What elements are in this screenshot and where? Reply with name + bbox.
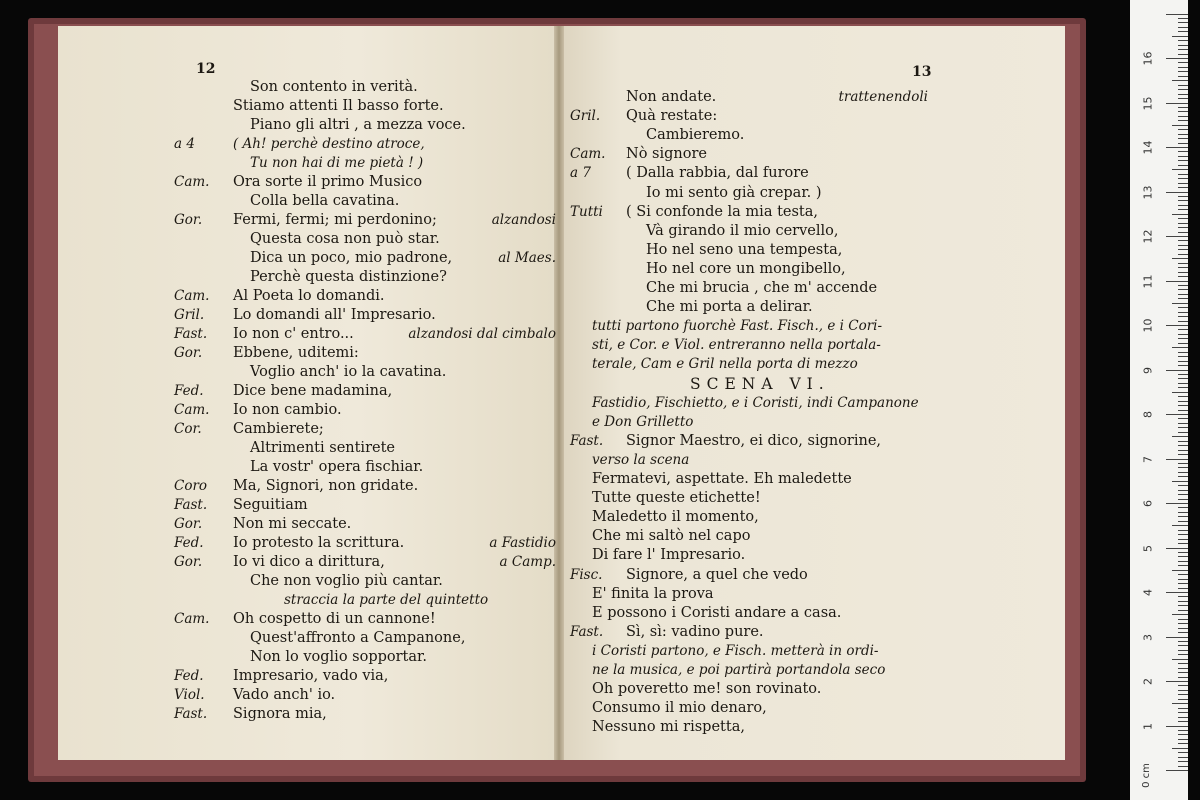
ruler-tick (1178, 174, 1188, 175)
verse-line: Altrimenti sentirete (250, 440, 395, 456)
verse-line: Son contento in verità. (250, 79, 418, 95)
ruler-tick (1178, 54, 1188, 55)
ruler-number: 13 (1141, 185, 1155, 199)
ruler-tick (1178, 645, 1188, 646)
ruler-tick (1178, 205, 1188, 206)
ruler-tick (1178, 499, 1188, 500)
right-page-number: 13 (912, 64, 932, 80)
verse-line: Tutte queste etichette! (592, 490, 761, 507)
ruler-tick (1172, 169, 1188, 170)
ruler-tick (1178, 454, 1188, 455)
stage-direction: alzandosi (491, 212, 556, 228)
ruler-tick (1172, 703, 1188, 704)
ruler-tick (1178, 668, 1188, 669)
ruler-tick (1166, 192, 1188, 193)
ruler-tick (1178, 111, 1188, 112)
ruler-tick (1178, 690, 1188, 691)
speaker-label: Cam. (174, 288, 210, 304)
ruler-tick (1178, 151, 1188, 152)
ruler-tick (1172, 525, 1188, 526)
ruler-tick (1178, 467, 1188, 468)
ruler-tick (1178, 766, 1188, 767)
ruler-tick (1166, 503, 1188, 504)
speaker-label: Tutti (570, 203, 603, 220)
left-page-number: 12 (196, 61, 216, 77)
ruler-tick (1178, 450, 1188, 451)
ruler-tick (1178, 628, 1188, 629)
verse-line: Non andate. (626, 89, 717, 105)
ruler-tick (1178, 574, 1188, 575)
ruler-tick (1178, 374, 1188, 375)
verse-line: Signore, a quel che vedo (626, 566, 808, 583)
verse-line: Maledetto il momento, (592, 509, 759, 526)
ruler-number: 9 (1141, 366, 1155, 374)
ruler-tick (1178, 134, 1188, 135)
ruler-tick (1178, 699, 1188, 700)
ruler-number: 4 (1141, 589, 1155, 596)
verse-line: Impresario, vado via, (233, 668, 389, 684)
ruler-tick (1178, 85, 1188, 86)
verse-line: Piano gli altri , a mezza voce. (250, 117, 466, 133)
ruler-tick (1178, 717, 1188, 718)
verse-line: Cambierete; (233, 421, 324, 437)
ruler-tick (1178, 40, 1188, 41)
ruler-tick (1178, 654, 1188, 655)
verse-line: Nessuno mi rispetta, (592, 719, 745, 736)
ruler-tick (1178, 721, 1188, 722)
ruler-tick (1178, 227, 1188, 228)
ruler-tick (1166, 58, 1188, 59)
verse-line: Ora sorte il primo Musico (233, 174, 423, 190)
verse-line: Al Poeta lo domandi. (233, 288, 385, 304)
ruler-tick (1178, 743, 1188, 744)
verse-line: E possono i Coristi andare a casa. (592, 604, 842, 621)
ruler-tick (1178, 294, 1188, 295)
ruler-tick (1178, 601, 1188, 602)
ruler-tick (1178, 187, 1188, 188)
stage-direction: al Maes. (498, 250, 556, 266)
ruler-tick (1178, 267, 1188, 268)
speaker-label: Fast. (570, 623, 604, 640)
ruler-tick (1178, 338, 1188, 339)
ruler-tick (1178, 441, 1188, 442)
speaker-label: Coro (174, 478, 208, 494)
ruler-tick (1178, 196, 1188, 197)
ruler-number: 16 (1141, 51, 1155, 66)
ruler-tick (1178, 650, 1188, 651)
ruler-tick (1172, 392, 1188, 393)
ruler-tick (1178, 116, 1188, 117)
ruler-tick (1172, 748, 1188, 749)
ruler-tick (1178, 516, 1188, 517)
speaker-label: Cam. (174, 402, 210, 418)
ruler-tick (1172, 80, 1188, 81)
verse-line: Ebbene, uditemi: (233, 345, 359, 361)
speaker-label: Fast. (570, 432, 604, 449)
verse-line: Lo domandi all' Impresario. (233, 307, 436, 323)
verse-line: Io protesto la scrittura. (233, 535, 405, 551)
verse-line: ( Si confonde la mia testa, (626, 203, 819, 220)
ruler-tick (1178, 107, 1188, 108)
verse-line: Non lo voglio sopportar. (250, 649, 427, 665)
ruler-tick (1178, 200, 1188, 201)
ruler-tick (1178, 254, 1188, 255)
ruler-tick (1178, 610, 1188, 611)
ruler-tick (1178, 94, 1188, 95)
ruler-tick (1178, 623, 1188, 624)
book-gutter (554, 26, 564, 760)
speaker-label: a 4 (174, 136, 195, 152)
ruler-number: 14 (1141, 140, 1155, 155)
ruler-tick (1166, 637, 1188, 638)
ruler-tick (1178, 138, 1188, 139)
verse-line: La vostr' opera fischiar. (250, 459, 424, 475)
ruler-number: 7 (1141, 455, 1155, 463)
ruler-tick (1178, 209, 1188, 210)
ruler-tick (1178, 445, 1188, 446)
verse-line: Questa cosa non può star. (250, 231, 440, 247)
verse-line: Seguitiam (233, 497, 308, 513)
speaker-label: Fast. (174, 706, 208, 722)
ruler-tick (1178, 343, 1188, 344)
ruler-tick (1172, 258, 1188, 259)
ruler-tick (1178, 405, 1188, 406)
ruler-tick (1178, 71, 1188, 72)
ruler-tick (1178, 708, 1188, 709)
verse-line: Perchè questa distinzione? (250, 269, 447, 285)
ruler-tick (1178, 418, 1188, 419)
verse-line: Ho nel seno una tempesta, (646, 241, 843, 258)
ruler-tick (1178, 165, 1188, 166)
ruler-tick (1178, 22, 1188, 23)
ruler-tick (1178, 240, 1188, 241)
ruler-tick (1178, 396, 1188, 397)
speaker-label: Gor. (174, 554, 203, 570)
ruler-tick (1166, 236, 1188, 237)
ruler-tick (1178, 361, 1188, 362)
ruler-tick (1178, 410, 1188, 411)
verse-line: Colla bella cavatina. (250, 193, 400, 209)
ruler-tick (1178, 485, 1188, 486)
ruler-tick (1166, 770, 1188, 771)
ruler-tick (1178, 263, 1188, 264)
ruler-tick (1178, 761, 1188, 762)
verse-line: Io non cambio. (233, 402, 342, 418)
verse-line: Dice bene madamina, (233, 383, 393, 399)
ruler-tick (1178, 178, 1188, 179)
ruler-tick (1178, 596, 1188, 597)
verse-line: Ho nel core un mongibello, (646, 260, 846, 277)
ruler-tick (1166, 14, 1188, 15)
ruler-tick (1172, 659, 1188, 660)
verse-line: Fermatevi, aspettate. Eh maledette (592, 471, 852, 487)
ruler-tick (1178, 183, 1188, 184)
verse-line: Ma, Signori, non gridate. (233, 478, 419, 494)
ruler-tick (1172, 436, 1188, 437)
ruler-number: 5 (1141, 544, 1155, 552)
ruler-tick (1178, 507, 1188, 508)
ruler-tick (1178, 423, 1188, 424)
ruler-tick (1178, 387, 1188, 388)
ruler-tick (1178, 472, 1188, 473)
verse-line: e Don Grilletto (592, 413, 694, 430)
ruler-tick (1178, 249, 1188, 250)
ruler-tick (1178, 329, 1188, 330)
verse-line: Oh poveretto me! son rovinato. (592, 681, 822, 698)
speaker-label: Fed. (174, 668, 204, 684)
verse-line: Consumo il mio denaro, (592, 700, 767, 717)
verse-line: Sì, sì: vadino pure. (626, 623, 764, 640)
ruler-tick (1178, 730, 1188, 731)
ruler-tick (1178, 378, 1188, 379)
ruler-tick (1178, 552, 1188, 553)
ruler-tick (1178, 694, 1188, 695)
verse-line: Dica un poco, mio padrone, (250, 250, 453, 266)
ruler-number: 1 (1141, 722, 1155, 730)
ruler-tick (1178, 120, 1188, 121)
ruler-tick (1178, 352, 1188, 353)
speaker-label: Gril. (174, 307, 205, 323)
ruler-tick (1172, 36, 1188, 37)
ruler-tick (1178, 383, 1188, 384)
ruler-tick (1178, 76, 1188, 77)
ruler-tick (1178, 588, 1188, 589)
ruler-tick (1178, 579, 1188, 580)
ruler-tick (1178, 31, 1188, 32)
ruler-tick (1178, 632, 1188, 633)
ruler-tick (1178, 223, 1188, 224)
speaker-label: Cor. (174, 421, 202, 437)
verse-line: Tu non hai di me pietà ! ) (250, 155, 424, 171)
ruler-tick (1172, 347, 1188, 348)
ruler-tick (1178, 312, 1188, 313)
ruler-tick (1178, 476, 1188, 477)
ruler-number: 3 (1141, 633, 1155, 641)
ruler-number: 10 (1141, 318, 1155, 333)
verse-line: Quest'affronto a Campanone, (250, 630, 466, 646)
ruler-tick (1172, 570, 1188, 571)
ruler-tick (1166, 726, 1188, 727)
ruler-tick (1178, 334, 1188, 335)
ruler-tick (1166, 103, 1188, 104)
ruler-tick (1178, 27, 1188, 28)
verse-line: terale, Cam e Gril nella porta di mezzo (592, 356, 858, 373)
ruler-tick (1178, 156, 1188, 157)
ruler-tick (1166, 592, 1188, 593)
ruler-tick (1178, 316, 1188, 317)
verse-line: Nò signore (626, 146, 707, 163)
ruler-tick (1178, 556, 1188, 557)
ruler-tick (1178, 685, 1188, 686)
ruler-number: 8 (1141, 411, 1155, 418)
stage-direction: alzandosi dal cimbalo (408, 326, 556, 342)
verse-line: Io mi sento già crepar. ) (646, 184, 822, 201)
ruler-tick (1178, 530, 1188, 531)
ruler-tick (1166, 147, 1188, 148)
speaker-label: Gril. (570, 108, 601, 125)
ruler-tick (1178, 521, 1188, 522)
ruler-tick (1172, 481, 1188, 482)
verse-line: Và girando il mio cervello, (646, 222, 839, 239)
ruler-tick (1178, 463, 1188, 464)
speaker-label: Fed. (174, 535, 204, 551)
ruler-tick (1166, 325, 1188, 326)
verse-line: Che non voglio più cantar. (250, 573, 443, 589)
speaker-label: Cam. (174, 611, 210, 627)
ruler-tick (1166, 414, 1188, 415)
ruler-tick (1166, 281, 1188, 282)
ruler-tick (1166, 548, 1188, 549)
ruler-tick (1178, 365, 1188, 366)
ruler-tick (1172, 214, 1188, 215)
verse-line: straccia la parte del quintetto (284, 592, 489, 608)
verse-line: Stiamo attenti Il basso forte. (233, 98, 444, 114)
speaker-label: Fisc. (570, 566, 603, 583)
ruler-tick (1178, 160, 1188, 161)
verse-line: E' finita la prova (592, 585, 714, 602)
ruler-tick (1178, 45, 1188, 46)
ruler-tick (1178, 494, 1188, 495)
verse-line: Io vi dico a dirittura, (233, 554, 385, 570)
ruler-tick (1178, 490, 1188, 491)
ruler-tick (1172, 125, 1188, 126)
ruler-tick (1178, 49, 1188, 50)
ruler-tick (1178, 89, 1188, 90)
verse-line: ( Ah! perchè destino atroce, (233, 136, 425, 152)
ruler-tick (1178, 62, 1188, 63)
stage-direction: a Camp. (499, 554, 556, 570)
verse-line: ( Dalla rabbia, dal furore (626, 165, 809, 182)
verse-line: Non mi seccate. (233, 516, 352, 532)
ruler-tick (1166, 681, 1188, 682)
stage-direction: a Fastidio (489, 535, 556, 551)
speaker-label: a 7 (570, 165, 591, 182)
measuring-ruler (1130, 0, 1188, 800)
speaker-label: Cam. (570, 146, 606, 163)
ruler-tick (1178, 565, 1188, 566)
ruler-tick (1178, 641, 1188, 642)
speaker-label: Gor. (174, 212, 203, 228)
verse-line: Cambieremo. (646, 127, 745, 144)
ruler-tick (1178, 712, 1188, 713)
verse-line: ne la musica, e poi partirà portandola seco (592, 662, 886, 678)
ruler-tick (1178, 427, 1188, 428)
ruler-tick (1166, 370, 1188, 371)
scene-title: SCENA VI. (690, 374, 830, 393)
speaker-label: Gor. (174, 516, 203, 532)
verse-line: Che mi brucia , che m' accende (646, 280, 878, 296)
ruler-tick (1172, 303, 1188, 304)
ruler-tick (1178, 232, 1188, 233)
ruler-tick (1178, 672, 1188, 673)
speaker-label: Viol. (174, 687, 205, 703)
verse-line: Che mi porta a delirar. (646, 299, 813, 316)
verse-line: tutti partono fuorchè Fast. Fisch., e i Cori- (592, 318, 883, 335)
ruler-number: 6 (1141, 500, 1155, 507)
ruler-tick (1178, 663, 1188, 664)
verse-line: Quà restate: (626, 108, 718, 125)
ruler-tick (1178, 561, 1188, 562)
ruler-tick (1178, 752, 1188, 753)
verse-line: verso la scena (592, 451, 690, 468)
verse-line: Voglio anch' io la cavatina. (250, 364, 447, 380)
ruler-tick (1172, 614, 1188, 615)
ruler-tick (1178, 218, 1188, 219)
ruler-tick (1178, 276, 1188, 277)
ruler-tick (1178, 129, 1188, 130)
ruler-tick (1178, 512, 1188, 513)
ruler-tick (1178, 583, 1188, 584)
ruler-tick (1178, 757, 1188, 758)
ruler-tick (1178, 677, 1188, 678)
speaker-label: Cam. (174, 174, 210, 190)
ruler-tick (1178, 605, 1188, 606)
ruler-tick (1178, 285, 1188, 286)
stage-direction: trattenendoli (838, 89, 928, 105)
ruler-tick (1178, 401, 1188, 402)
speaker-label: Fed. (174, 383, 204, 399)
ruler-tick (1178, 619, 1188, 620)
ruler-tick (1178, 143, 1188, 144)
ruler-number: 15 (1141, 96, 1155, 110)
verse-line: i Coristi partono, e Fisch. metterà in ordi- (592, 642, 879, 659)
verse-line: sti, e Cor. e Viol. entreranno nella portala- (592, 337, 881, 354)
verse-line: Oh cospetto di un cannone! (233, 611, 436, 627)
ruler-number: 12 (1141, 229, 1155, 244)
ruler-number: 11 (1141, 274, 1155, 288)
ruler-tick (1178, 307, 1188, 308)
verse-line: Fastidio, Fischietto, e i Coristi, indi Campanone (592, 394, 919, 411)
ruler-tick (1178, 356, 1188, 357)
verse-line: Signora mia, (233, 706, 327, 722)
speaker-label: Fast. (174, 326, 208, 342)
ruler-tick (1178, 67, 1188, 68)
verse-line: Che mi saltò nel capo (592, 528, 751, 545)
ruler-tick (1178, 272, 1188, 273)
verse-line: Signor Maestro, ei dico, signorine, (626, 432, 882, 449)
verse-line: Io non c' entro... (233, 326, 354, 342)
ruler-tick (1178, 543, 1188, 544)
ruler-tick (1166, 459, 1188, 460)
ruler-tick (1178, 321, 1188, 322)
ruler-tick (1178, 289, 1188, 290)
verse-line: Di fare l' Impresario. (592, 547, 746, 564)
ruler-tick (1178, 18, 1188, 19)
ruler-tick (1178, 734, 1188, 735)
ruler-tick (1178, 432, 1188, 433)
ruler-tick (1178, 298, 1188, 299)
ruler-tick (1178, 739, 1188, 740)
ruler-tick (1178, 98, 1188, 99)
ruler-unit-label: 0 cm (1140, 763, 1152, 788)
verse-line: Fermi, fermi; mi perdonino; (233, 212, 437, 228)
speaker-label: Gor. (174, 345, 203, 361)
ruler-number: 2 (1141, 678, 1155, 685)
ruler-tick (1178, 539, 1188, 540)
verse-line: Vado anch' io. (233, 687, 336, 703)
ruler-tick (1178, 245, 1188, 246)
speaker-label: Fast. (174, 497, 208, 513)
ruler-tick (1178, 534, 1188, 535)
